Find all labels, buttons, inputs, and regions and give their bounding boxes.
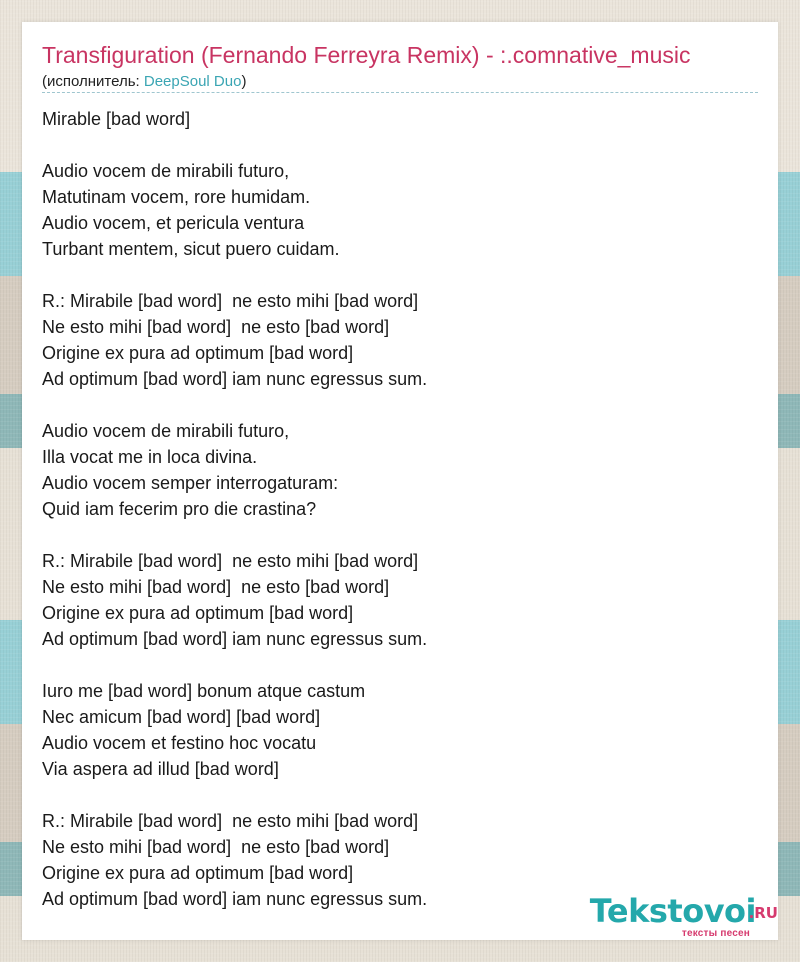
lyric-line: Matutinam vocem, rore humidam.: [42, 187, 311, 207]
artist-line: [42, 73, 246, 90]
lyric-line: Origine ex pura ad optimum [bad word]: [42, 343, 354, 363]
lyric-blank-line: [42, 782, 758, 808]
lyric-line: Audio vocem semper interrogaturam:: [42, 473, 339, 493]
artist-link[interactable]: DeepSoul Duo: [143, 73, 242, 90]
lyric-line: R.: Mirabile [bad word] ne esto mihi [bad word]: [42, 551, 419, 571]
logo-wordmark: Tekstovoi: [589, 892, 756, 930]
logo-tld: .RU: [748, 904, 778, 922]
title-divider: [42, 92, 758, 93]
lyric-line: Ad optimum [bad word] iam nunc egressus sum.: [42, 889, 428, 909]
artist-suffix: ): [241, 73, 247, 90]
lyric-line: Ad optimum [bad word] iam nunc egressus sum.: [42, 369, 428, 389]
lyric-line: Illa vocat me in loca divina.: [42, 447, 258, 467]
lyric-line: Quid iam fecerim pro die crastina?: [42, 499, 317, 519]
lyric-line: Turbant mentem, sicut puero cuidam.: [42, 239, 340, 259]
lyric-line: Ne esto mihi [bad word] ne esto [bad word]: [42, 577, 390, 597]
lyric-line: Ne esto mihi [bad word] ne esto [bad word]: [42, 317, 390, 337]
lyric-line: Origine ex pura ad optimum [bad word]: [42, 603, 354, 623]
lyric-line: Audio vocem et festino hoc vocatu: [42, 733, 317, 753]
lyric-line: Audio vocem de mirabili futuro,: [42, 161, 290, 181]
lyric-blank-line: [42, 522, 758, 548]
lyrics-body: [42, 106, 758, 912]
lyric-line: Origine ex pura ad optimum [bad word]: [42, 863, 354, 883]
lyric-line: Mirable [bad word]: [42, 109, 191, 129]
lyric-line: Audio vocem de mirabili futuro,: [42, 421, 290, 441]
lyric-line: Ad optimum [bad word] iam nunc egressus sum.: [42, 629, 428, 649]
lyric-blank-line: [42, 132, 758, 158]
lyric-line: Ne esto mihi [bad word] ne esto [bad word]: [42, 837, 390, 857]
lyric-line: Via aspera ad illud [bad word]: [42, 759, 279, 779]
lyric-line: Nec amicum [bad word] [bad word]: [42, 707, 321, 727]
lyrics-card: [22, 22, 778, 940]
artist-prefix: (исполнитель:: [42, 73, 144, 90]
lyric-line: R.: Mirabile [bad word] ne esto mihi [bad word]: [42, 811, 419, 831]
lyric-blank-line: [42, 392, 758, 418]
site-logo[interactable]: [570, 892, 780, 940]
lyric-line: Audio vocem, et pericula ventura: [42, 213, 305, 233]
lyric-blank-line: [42, 652, 758, 678]
lyric-blank-line: [42, 262, 758, 288]
logo-tagline: тексты песен: [681, 928, 750, 939]
song-title: Transfiguration (Fernando Ferreyra Remix) - :.comnative_music: [42, 42, 691, 68]
lyric-line: R.: Mirabile [bad word] ne esto mihi [bad word]: [42, 291, 419, 311]
lyric-line: Iuro me [bad word] bonum atque castum: [42, 681, 366, 701]
